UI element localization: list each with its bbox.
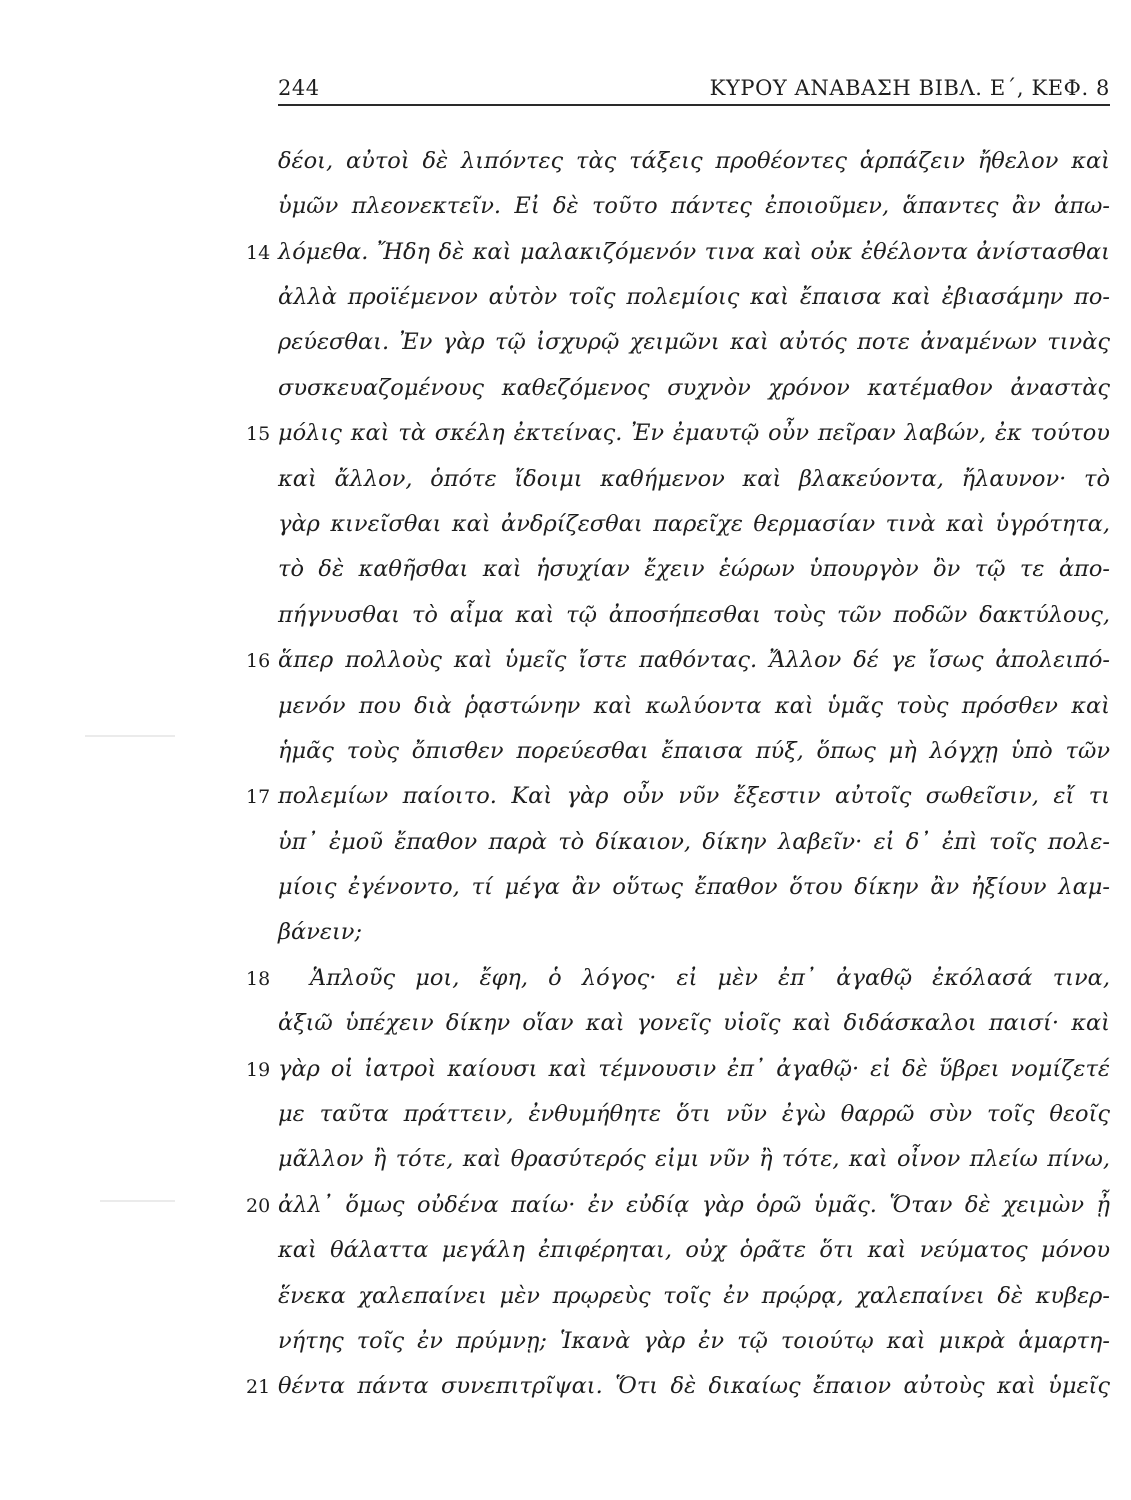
text-line: γὰρ κινεῖσθαι καὶ ἀνδρίζεσθαι παρεῖχε θερμασίαν τινὰ καὶ ὑγρότητα, [278, 511, 1110, 537]
section-number: 15 [246, 423, 271, 445]
section-number: 19 [246, 1059, 271, 1081]
section-number: 18 [246, 968, 271, 990]
text-line: ἡμᾶς τοὺς ὄπισθεν πορεύεσθαι ἔπαισα πύξ, ὅπως μὴ λόγχῃ ὑπὸ τῶν [278, 738, 1110, 764]
text-line: λόμεθα. Ἤδη δὲ καὶ μαλακιζόμενόν τινα καὶ οὐκ ἐθέλοντα ἀνίστασθαι [278, 239, 1110, 265]
text-line: γὰρ οἱ ἰατροὶ καίουσι καὶ τέμνουσιν ἐπ᾽ ἀγαθῷ· εἰ δὲ ὕβρει νομίζετέ [278, 1056, 1110, 1082]
text-line: ἅπερ πολλοὺς καὶ ὑμεῖς ἴστε παθόντας. Ἄλλον δέ γε ἴσως ἀπολειπό- [278, 647, 1110, 673]
section-number: 16 [246, 650, 271, 672]
text-line: βάνειν; [278, 919, 363, 945]
text-line: θέντα πάντα συνεπιτρῖψαι. Ὅτι δὲ δικαίως ἔπαιον αὐτοὺς καὶ ὑμεῖς [278, 1373, 1110, 1399]
running-title: ΚΥΡΟΥ ΑΝΑΒΑΣΗ ΒΙΒΛ. Ε΄, ΚΕΦ. 8 [709, 76, 1110, 100]
text-line: ὑμῶν πλεονεκτεῖν. Εἰ δὲ τοῦτο πάντες ἐποιοῦμεν, ἅπαντες ἂν ἀπω- [278, 193, 1110, 219]
bleed-through-mark [85, 735, 175, 737]
text-line: πολεμίων παίοιτο. Καὶ γὰρ οὖν νῦν ἔξεστιν αὐτοῖς σωθεῖσιν, εἴ τι [278, 783, 1110, 809]
text-line: τὸ δὲ καθῆσθαι καὶ ἡσυχίαν ἔχειν ἑώρων ὑπουργὸν ὂν τῷ τε ἀπο- [278, 556, 1110, 582]
text-line: ὑπ᾽ ἐμοῦ ἔπαθον παρὰ τὸ δίκαιον, δίκην λαβεῖν· εἰ δ᾽ ἐπὶ τοῖς πολε- [278, 829, 1110, 855]
text-line: συσκευαζομένους καθεζόμενος συχνὸν χρόνον κατέμαθον ἀναστὰς [278, 375, 1110, 401]
section-number: 17 [246, 786, 271, 808]
header-rule [278, 104, 1110, 106]
text-line: με ταῦτα πράττειν, ἐνθυμήθητε ὅτι νῦν ἐγὼ θαρρῶ σὺν τοῖς θεοῖς [278, 1101, 1110, 1127]
text-line: ρεύεσθαι. Ἐν γὰρ τῷ ἰσχυρῷ χειμῶνι καὶ αὐτός ποτε ἀναμένων τινὰς [278, 329, 1110, 355]
section-number: 20 [246, 1195, 271, 1217]
text-line: μίοις ἐγένοντο, τί μέγα ἂν οὕτως ἔπαθον ὅτου δίκην ἂν ἠξίουν λαμ- [278, 874, 1110, 900]
text-line: ἀξιῶ ὑπέχειν δίκην οἵαν καὶ γονεῖς υἱοῖς καὶ διδάσκαλοι παισί· καὶ [278, 1010, 1110, 1036]
text-line: ἕνεκα χαλεπαίνει μὲν πρῳρεὺς τοῖς ἐν πρῴρᾳ, χαλεπαίνει δὲ κυβερ- [278, 1283, 1110, 1309]
section-number: 21 [246, 1376, 271, 1398]
text-line: νήτης τοῖς ἐν πρύμνῃ; Ἱκανὰ γὰρ ἐν τῷ τοιούτῳ καὶ μικρὰ ἁμαρτη- [278, 1328, 1110, 1354]
page-header [278, 76, 1110, 106]
bleed-through-mark [100, 1200, 175, 1202]
text-line: δέοι, αὐτοὶ δὲ λιπόντες τὰς τάξεις προθέοντες ἁρπάζειν ἤθελον καὶ [278, 148, 1110, 174]
text-line: πήγνυσθαι τὸ αἷμα καὶ τῷ ἀποσήπεσθαι τοὺς τῶν ποδῶν δακτύλους, [278, 602, 1110, 628]
section-number: 14 [246, 242, 271, 264]
text-line: καὶ ἄλλον, ὁπότε ἴδοιμι καθήμενον καὶ βλακεύοντα, ἤλαυνον· τὸ [278, 466, 1110, 492]
text-line: μενόν που διὰ ῥᾳστώνην καὶ κωλύοντα καὶ ὑμᾶς τοὺς πρόσθεν καὶ [278, 693, 1110, 719]
text-line: ἀλλὰ προϊέμενον αὑτὸν τοῖς πολεμίοις καὶ ἔπαισα καὶ ἐβιασάμην πο- [278, 284, 1110, 310]
page-number: 244 [278, 76, 320, 100]
text-line: καὶ θάλαττα μεγάλη ἐπιφέρηται, οὐχ ὁρᾶτε ὅτι καὶ νεύματος μόνου [278, 1237, 1110, 1263]
text-line: μόλις καὶ τὰ σκέλη ἐκτείνας. Ἐν ἐμαυτῷ οὖν πεῖραν λαβών, ἐκ τούτου [278, 420, 1110, 446]
text-line: Ἁπλοῦς μοι, ἔφη, ὁ λόγος· εἰ μὲν ἐπ᾽ ἀγαθῷ ἐκόλασά τινα, [310, 965, 1110, 991]
text-line: μᾶλλον ἢ τότε, καὶ θρασύτερός εἰμι νῦν ἢ τότε, καὶ οἶνον πλείω πίνω, [278, 1146, 1110, 1172]
text-line: ἀλλ᾽ ὅμως οὐδένα παίω· ἐν εὐδίᾳ γὰρ ὁρῶ ὑμᾶς. Ὅταν δὲ χειμὼν ᾖ [278, 1192, 1110, 1218]
